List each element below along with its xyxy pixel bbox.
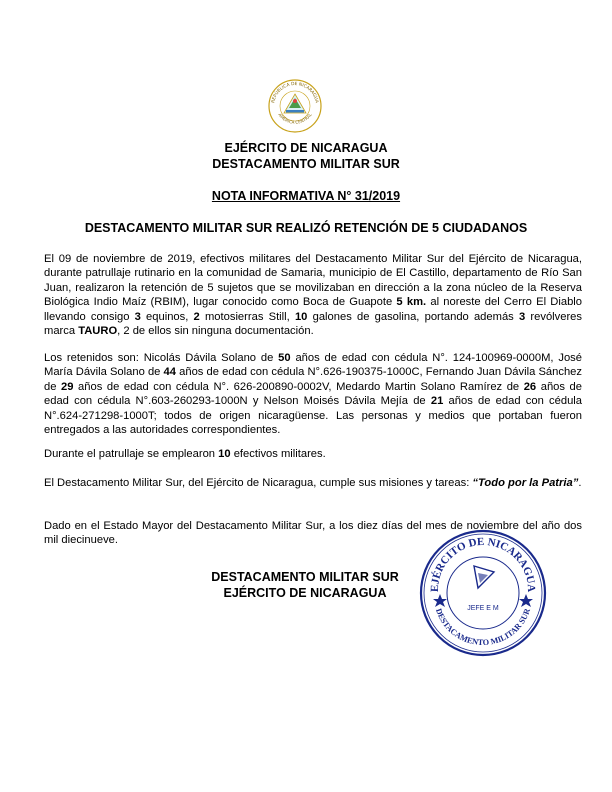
seal-text-bottom: AMÉRICA CENTRAL <box>277 112 313 125</box>
org-name-line2: DESTACAMENTO MILITAR SUR <box>212 157 400 171</box>
nicaragua-coat-of-arms-seal <box>266 72 324 134</box>
svg-text:AMÉRICA CENTRAL <box>277 112 313 125</box>
stamp-ring-bottom: DESTACAMENTO MILITAR SUR <box>433 607 533 648</box>
paragraph-1: El 09 de noviembre de 2019, efectivos militares del Destacamento Militar Sur del Ejército de Nicaragua, durante patrullaje rutinario en la comunidad de Samaria, municipio de El Castillo, departamento de Río San Juan, realizaron la retención de 5 sujetos que se movilizaban en dirección a la zona núcleo de la Reserva Biológica Indio Maíz (RBIM), lugar conocido como Boca de Guapote 5 km. al noreste del Cerro El Diablo llevando consigo 3 equinos, 2 motosierras Still, 10 galones de gasolina, portando además 3 revólveres marca TAURO, 2 de ellos sin ninguna documentación. <box>44 253 583 338</box>
signature-line2: EJÉRCITO DE NICARAGUA <box>223 586 387 600</box>
org-name-line1: EJÉRCITO DE NICARAGUA <box>224 141 388 155</box>
official-stamp <box>418 528 548 658</box>
paragraph-5: Dado en el Estado Mayor del Destacamento Militar Sur, a los diez días del mes de noviembre del año dos mil diecinueve. <box>44 520 582 547</box>
paragraph-3: Durante el patrullaje se emplearon 10 efectivos militares. <box>44 448 326 460</box>
stamp-center-text: JEFE E M <box>467 605 499 612</box>
nota-title: NOTA INFORMATIVA N° 31/2019 <box>211 189 401 203</box>
paragraph-4: El Destacamento Militar Sur, del Ejército de Nicaragua, cumple sus misiones y tareas: “Todo por la Patria”. <box>44 477 582 489</box>
headline: DESTACAMENTO MILITAR SUR REALIZÓ RETENCIÓN DE 5 CIUDADANOS <box>84 221 528 235</box>
stamp-ring-top: EJÉRCITO DE NICARAGUA <box>428 535 538 593</box>
signature-line1: DESTACAMENTO MILITAR SUR <box>211 570 399 584</box>
paragraph-2: Los retenidos son: Nicolás Dávila Solano de 50 años de edad con cédula N°. 124-100969-0000M, José María Dávila Solano de 44 años de edad con cédula N°.626-190375-1000C, Fernando Juan Dávila Sánchez de 29 años de edad con cédula N°. 626-200890-0002V, Medardo Martin Solano Ramírez de 26 años de edad con cédula N°.603-260293-1000N y Nelson Moisés Dávila Mejía de 21 años de edad con cédula N°.624-271298-1000T; todos de origen nicaragüense. Las personas y medios que portaban fueron entregados a las autoridades correspondientes. <box>44 352 583 437</box>
seal-text-top: REPÚBLICA DE NICARAGUA <box>271 81 319 104</box>
